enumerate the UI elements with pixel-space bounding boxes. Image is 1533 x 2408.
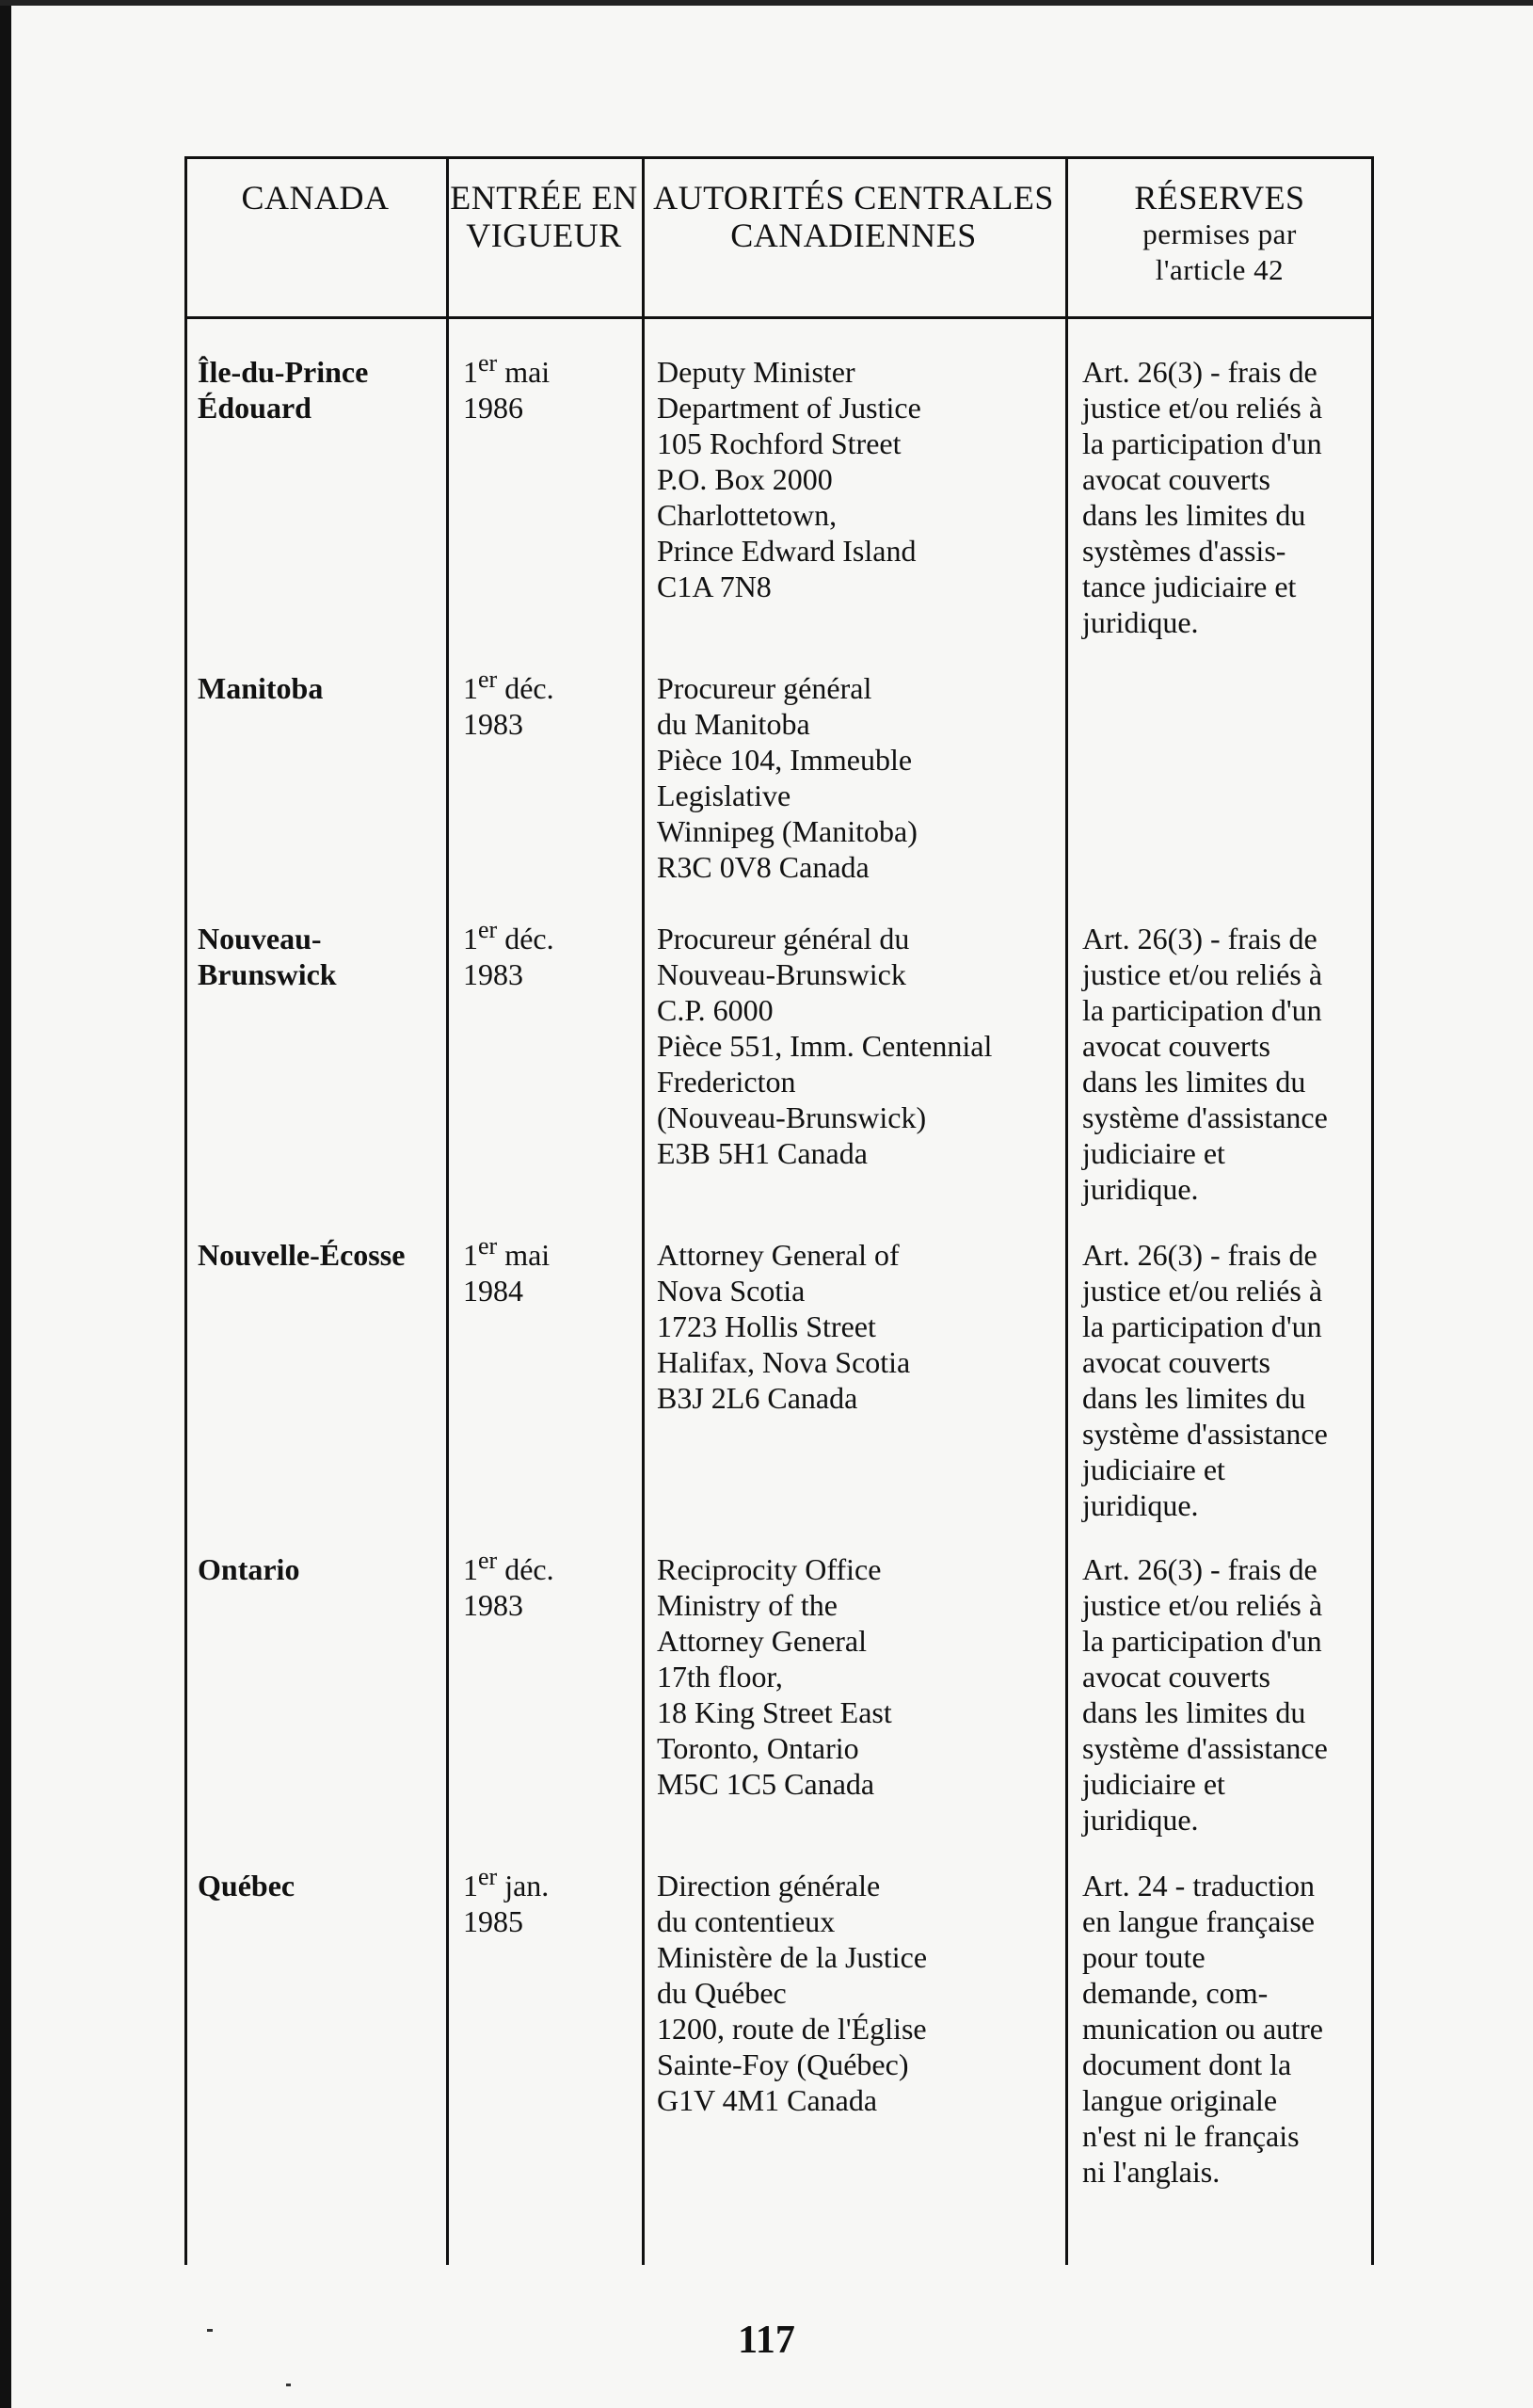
column-rule [184, 156, 187, 2265]
province-name-line: Québec [198, 1869, 295, 1902]
header-autorites-line: AUTORITÉS CENTRALES [653, 179, 1054, 217]
reserve-line: juridique. [1082, 605, 1199, 639]
address-cell [657, 1551, 1090, 1802]
address-line: Procureur général du [657, 922, 910, 955]
reserve-line: judiciaire et [1082, 1453, 1225, 1486]
date-month: déc. [504, 671, 554, 705]
reserve-line: tance judiciaire et [1082, 570, 1297, 603]
table-top-rule [184, 156, 1374, 159]
header-autorites [642, 179, 1065, 254]
date-cell [463, 1232, 632, 1308]
province-name-line: Nouveau- [198, 922, 322, 955]
date-day-line: 1er mai [463, 349, 551, 389]
address-line: 105 Rochford Street [657, 426, 902, 460]
reserve-line: juridique. [1082, 1803, 1199, 1837]
reserve-line: avocat couverts [1082, 1029, 1270, 1063]
reserve-line: justice et/ou reliés à [1082, 391, 1323, 425]
header-entree-line: VIGUEUR [466, 217, 622, 254]
date-year: 1983 [463, 1588, 523, 1622]
address-cell [657, 921, 1090, 1171]
address-line: C1A 7N8 [657, 570, 772, 603]
date-day-line: 1er mai [463, 1232, 551, 1272]
address-line: Direction générale [657, 1869, 881, 1902]
address-line: B3J 2L6 Canada [657, 1381, 858, 1415]
address-line: Pièce 104, Immeuble [657, 743, 913, 777]
date-day-line: 1er jan. [463, 1863, 550, 1902]
header-autorites-line: CANADIENNES [730, 217, 977, 254]
address-line: Sainte-Foy (Québec) [657, 2047, 909, 2081]
reserve-line: Art. 26(3) - frais de [1082, 1552, 1317, 1586]
province-name-line: Manitoba [198, 671, 324, 705]
date-year: 1986 [463, 391, 523, 425]
reserve-line: dans les limites du [1082, 498, 1306, 532]
address-line: Attorney General of [657, 1238, 900, 1272]
address-line: Ministry of the [657, 1588, 838, 1622]
column-rule [446, 156, 449, 2265]
reserve-line: système d'assistance [1082, 1100, 1328, 1134]
reserve-line: juridique. [1082, 1172, 1199, 1206]
reserve-line: avocat couverts [1082, 1345, 1270, 1379]
reserve-cell [1082, 354, 1374, 640]
address-line: R3C 0V8 Canada [657, 850, 870, 884]
address-line: Pièce 551, Imm. Centennial [657, 1029, 993, 1063]
reserve-line: n'est ni le français [1082, 2119, 1300, 2153]
header-entree-line: ENTRÉE EN [450, 179, 638, 217]
date-cell [463, 1547, 632, 1623]
date-day-line: 1er déc. [463, 1547, 554, 1586]
header-canada-label: CANADA [241, 179, 390, 217]
address-line: du contentieux [657, 1904, 836, 1938]
reserve-line: demande, com- [1082, 1976, 1269, 2010]
province-cell [198, 1551, 442, 1587]
address-line: Ministère de la Justice [657, 1940, 928, 1974]
date-month: jan. [504, 1869, 550, 1902]
header-entree [446, 179, 642, 254]
reserve-line: langue originale [1082, 2083, 1278, 2117]
reserve-line: avocat couverts [1082, 462, 1270, 496]
reserve-cell [1082, 1551, 1374, 1838]
ordinal-suffix: er [478, 1547, 498, 1574]
address-line: Attorney General [657, 1624, 868, 1658]
address-line: (Nouveau-Brunswick) [657, 1100, 927, 1134]
scan-left-border [0, 0, 11, 2408]
date-month: mai [504, 355, 551, 389]
date-year: 1985 [463, 1904, 523, 1938]
ordinal-suffix: er [478, 349, 498, 377]
reserve-line: judiciaire et [1082, 1767, 1225, 1801]
header-reserves-line: l'article 42 [1155, 253, 1285, 286]
address-line: Nouveau-Brunswick [657, 957, 906, 991]
reserve-line: la participation d'un [1082, 426, 1322, 460]
date-year: 1983 [463, 707, 523, 741]
address-cell [657, 1868, 1090, 2118]
reserve-line: système d'assistance [1082, 1417, 1328, 1451]
address-line: Halifax, Nova Scotia [657, 1345, 911, 1379]
date-month: déc. [504, 1552, 554, 1586]
address-line: 1723 Hollis Street [657, 1309, 876, 1343]
scan-speck [207, 2329, 213, 2332]
reserve-line: justice et/ou reliés à [1082, 1588, 1323, 1622]
header-bottom-rule [184, 316, 1374, 319]
address-line: C.P. 6000 [657, 993, 774, 1027]
province-cell [198, 670, 442, 706]
address-line: Winnipeg (Manitoba) [657, 814, 918, 848]
address-line: du Manitoba [657, 707, 810, 741]
date-cell [463, 349, 632, 425]
address-line: du Québec [657, 1976, 787, 2010]
province-name-line: Île-du-Prince [198, 355, 369, 389]
reserve-line: Art. 26(3) - frais de [1082, 355, 1317, 389]
address-line: Legislative [657, 779, 791, 812]
date-year: 1983 [463, 957, 523, 991]
address-line: Fredericton [657, 1065, 796, 1099]
reserve-line: la participation d'un [1082, 993, 1322, 1027]
header-reserves-line: permises par [1142, 217, 1297, 250]
authorities-table [184, 156, 1374, 2265]
province-name-line: Ontario [198, 1552, 300, 1586]
address-line: Department of Justice [657, 391, 921, 425]
reserve-line: justice et/ou reliés à [1082, 957, 1323, 991]
province-name-line: Nouvelle-Écosse [198, 1238, 406, 1272]
header-reserves-line: RÉSERVES [1134, 179, 1305, 217]
reserve-line: la participation d'un [1082, 1309, 1322, 1343]
address-line: 18 King Street East [657, 1695, 892, 1729]
address-line: P.O. Box 2000 [657, 462, 833, 496]
reserve-line: juridique. [1082, 1488, 1199, 1522]
province-cell [198, 354, 442, 425]
address-line: G1V 4M1 Canada [657, 2083, 878, 2117]
reserve-line: système d'assistance [1082, 1731, 1328, 1765]
address-cell [657, 670, 1090, 885]
date-month: mai [504, 1238, 551, 1272]
address-line: Nova Scotia [657, 1274, 806, 1308]
ordinal-suffix: er [478, 916, 498, 943]
reserve-cell [1082, 921, 1374, 1207]
reserve-cell [1082, 1868, 1374, 2190]
address-line: E3B 5H1 Canada [657, 1136, 868, 1170]
header-canada [184, 179, 446, 217]
reserve-line: dans les limites du [1082, 1065, 1306, 1099]
address-cell [657, 1237, 1090, 1416]
address-line: Toronto, Ontario [657, 1731, 859, 1765]
header-reserves [1065, 179, 1374, 288]
reserve-line: en langue française [1082, 1904, 1315, 1938]
province-cell [198, 921, 442, 992]
reserve-line: ni l'anglais. [1082, 2155, 1221, 2189]
reserve-line: munication ou autre [1082, 2012, 1323, 2046]
reserve-line: document dont la [1082, 2047, 1292, 2081]
reserve-line: systèmes d'assis- [1082, 534, 1286, 568]
reserve-line: dans les limites du [1082, 1695, 1306, 1729]
province-cell [198, 1868, 442, 1903]
reserve-line: Art. 26(3) - frais de [1082, 1238, 1317, 1272]
reserve-cell [1082, 1237, 1374, 1523]
date-year: 1984 [463, 1274, 523, 1308]
date-day-line: 1er déc. [463, 666, 554, 705]
reserve-line: judiciaire et [1082, 1136, 1225, 1170]
address-line: Reciprocity Office [657, 1552, 882, 1586]
date-cell [463, 1863, 632, 1939]
reserve-line: dans les limites du [1082, 1381, 1306, 1415]
address-line: 17th floor, [657, 1660, 783, 1694]
address-line: Deputy Minister [657, 355, 855, 389]
reserve-line: avocat couverts [1082, 1660, 1270, 1694]
column-rule [642, 156, 645, 2265]
ordinal-suffix: er [478, 1863, 498, 1890]
address-cell [657, 354, 1090, 604]
page-number: 117 [738, 2319, 795, 2362]
reserve-line: justice et/ou reliés à [1082, 1274, 1323, 1308]
reserve-line: Art. 24 - traduction [1082, 1869, 1316, 1902]
ordinal-suffix: er [478, 1232, 498, 1260]
date-month: déc. [504, 922, 554, 955]
province-name-line: Brunswick [198, 957, 337, 991]
province-name-line: Édouard [198, 391, 311, 425]
scan-top-border [0, 0, 1533, 6]
scan-speck [286, 2384, 291, 2386]
address-line: Prince Edward Island [657, 534, 917, 568]
address-line: 1200, route de l'Église [657, 2012, 927, 2046]
reserve-line: la participation d'un [1082, 1624, 1322, 1658]
date-cell [463, 666, 632, 742]
date-day-line: 1er déc. [463, 916, 554, 955]
reserve-line: pour toute [1082, 1940, 1206, 1974]
ordinal-suffix: er [478, 666, 498, 693]
address-line: Charlottetown, [657, 498, 838, 532]
province-cell [198, 1237, 442, 1273]
address-line: M5C 1C5 Canada [657, 1767, 875, 1801]
address-line: Procureur général [657, 671, 872, 705]
reserve-line: Art. 26(3) - frais de [1082, 922, 1317, 955]
date-cell [463, 916, 632, 992]
